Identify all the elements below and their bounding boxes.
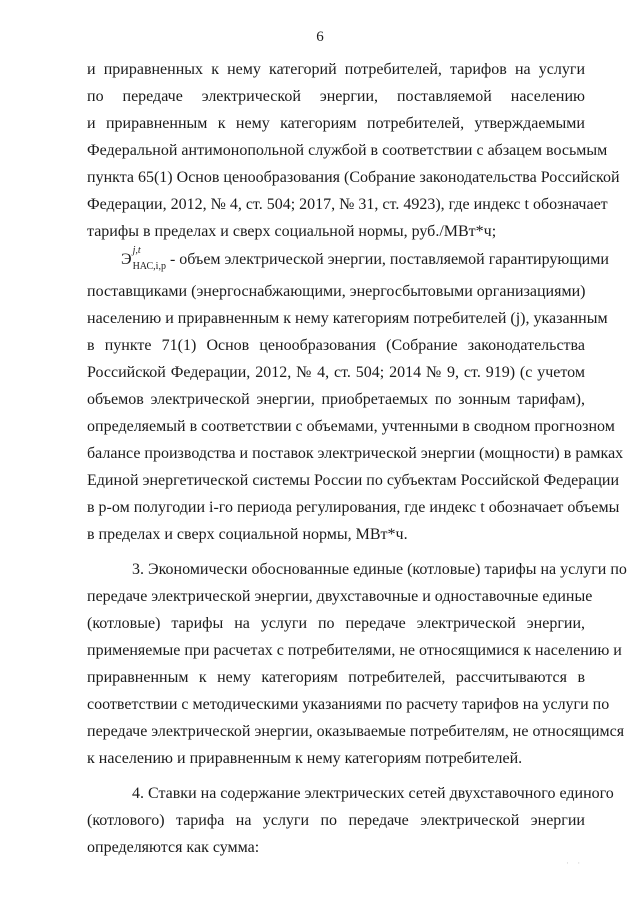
energy-volume-symbol <box>121 246 166 274</box>
text-line: (котловые) тарифы на услуги по передаче электрической энергии, <box>87 615 585 632</box>
text-line: определяются как сумма: <box>87 839 260 856</box>
text-line: Федерации, 2012, № 4, ст. 504; 2017, № 31, ст. 4923), где индекс t обозначает <box>87 196 608 213</box>
text-line: передаче электрической энергии, двухставочные и одноставочные единые <box>87 588 593 605</box>
text-line: объемов электрической энергии, приобретаемых по зонным тарифам), <box>87 391 585 408</box>
text-line: населению и приравненным к нему категориям потребителей (j), указанным <box>87 310 608 327</box>
text-line: (котлового) тарифа на услуги по передаче электрической энергии <box>87 812 585 829</box>
symbol-definition-text: - объем электрической энергии, поставляемой гарантирующими <box>165 251 609 268</box>
text-line: Единой энергетической системы России по субъектам Российской Федерации <box>87 472 620 489</box>
text-line: Российской Федерации, 2012, № 4, ст. 504; 2014 № 9, ст. 919) (с учетом <box>87 364 585 381</box>
text-line: по передаче электрической энергии, поставляемой населению <box>87 88 585 105</box>
text-line: соответствии с методическими указаниями по расчету тарифов на услуги по <box>87 696 610 713</box>
text-line: приравненным к нему категориям потребителей, рассчитываются в <box>87 669 585 686</box>
text-line: в пределах и сверх социальной нормы, МВт*ч. <box>87 526 408 543</box>
symbol-definition-line <box>121 245 609 274</box>
text-line: и приравненных к нему категорий потребителей, тарифов на услуги <box>87 61 585 78</box>
text-line: поставщиками (энергоснабжающими, энергосбытовыми организациями) <box>87 283 586 300</box>
text-line: определяемый в соответствии с объемами, учтенными в сводном прогнозном <box>87 418 615 435</box>
symbol-indices <box>132 245 166 273</box>
text-line: передаче электрической энергии, оказываемые потребителям, не относящимся <box>87 723 625 740</box>
text-line: в р-ом полугодии i-го периода регулирования, где индекс t обозначает объемы <box>87 499 620 516</box>
scan-artifact: · · <box>566 858 584 868</box>
text-line: балансе производства и поставок электрической энергии (мощности) в рамках <box>87 445 624 462</box>
text-line: к населению и приравненным к нему категориям потребителей. <box>87 750 523 767</box>
paragraph-4-start: 4. Ставки на содержание электрических сетей двухставочного единого <box>132 785 614 802</box>
text-line: и приравненным к нему категориям потребителей, утверждаемыми <box>87 115 585 132</box>
text-line: в пункте 71(1) Основ ценообразования (Собрание законодательства <box>87 337 585 354</box>
page-number: 6 <box>316 29 324 45</box>
symbol-base: Э <box>121 251 132 268</box>
text-line: Федеральной антимонопольной службой в соответствии с абзацем восьмым <box>87 142 608 159</box>
symbol-superscript: j,t <box>132 245 141 257</box>
text-line: тарифы в пределах и сверх социальной нормы, руб./МВт*ч; <box>87 223 497 240</box>
text-line: пункта 65(1) Основ ценообразования (Собрание законодательства Российской <box>87 169 620 186</box>
paragraph-3-start: 3. Экономически обоснованные единые (котловые) тарифы на услуги по <box>132 561 627 578</box>
text-line: применяемые при расчетах с потребителями, не относящимися к населению и <box>87 642 622 659</box>
symbol-subscript: НАС,i,p <box>132 261 166 273</box>
